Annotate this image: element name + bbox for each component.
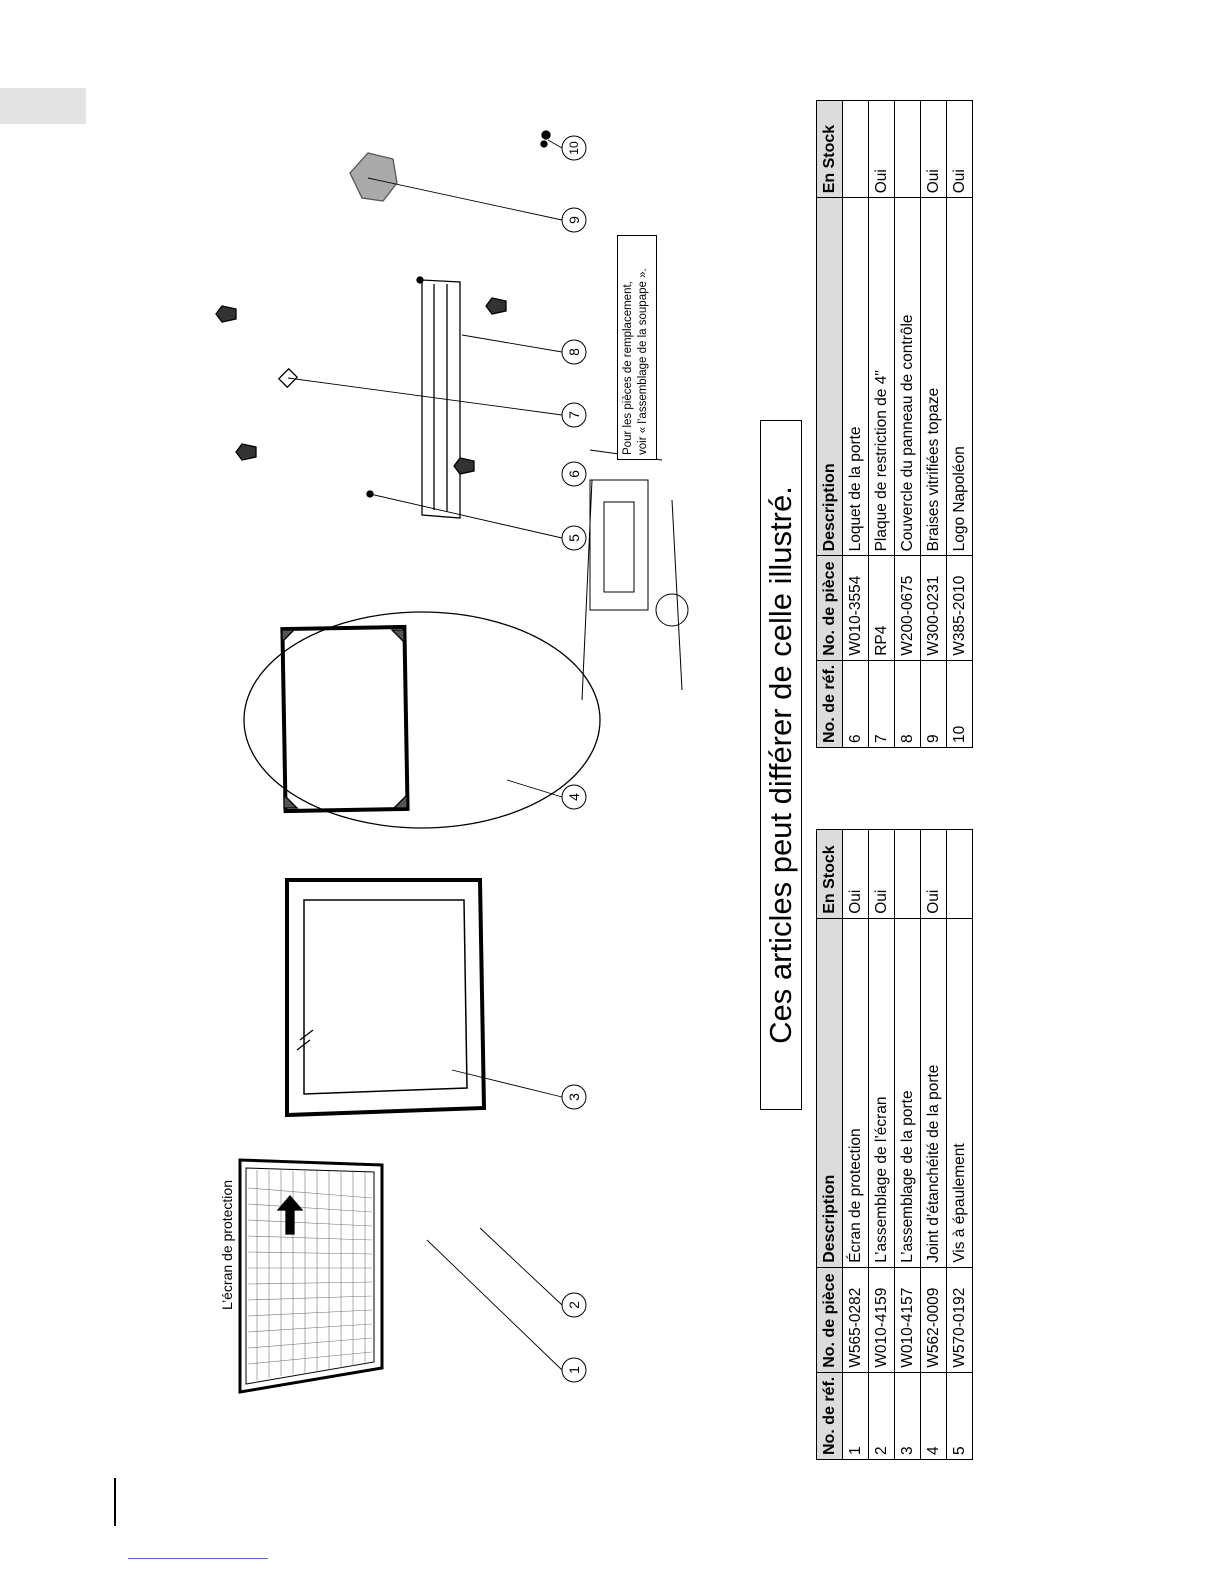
cell-part: W010-4159 bbox=[869, 1267, 895, 1372]
cell-desc: Vis à épaulement bbox=[947, 918, 973, 1267]
cell-desc: Écran de protection bbox=[843, 918, 869, 1267]
svg-text:10: 10 bbox=[567, 141, 581, 155]
embers-drawing bbox=[350, 153, 397, 201]
callout-9 bbox=[562, 208, 586, 232]
cell-desc: Couvercle du panneau de contrôle bbox=[895, 198, 921, 556]
table-row bbox=[869, 101, 895, 748]
callout-3 bbox=[562, 1085, 586, 1109]
page-title: Ces articles peut différer de celle illustré. bbox=[760, 420, 802, 1110]
col-header-desc: Description bbox=[817, 198, 843, 556]
cell-ref: 4 bbox=[921, 1372, 947, 1459]
cell-stock: Oui bbox=[843, 829, 869, 918]
cell-ref: 5 bbox=[947, 1372, 973, 1459]
cell-desc: Loquet de la porte bbox=[843, 198, 869, 556]
callout-6 bbox=[562, 462, 586, 486]
table-header-row bbox=[817, 829, 843, 1459]
cell-stock bbox=[895, 829, 921, 918]
svg-text:1: 1 bbox=[566, 1366, 582, 1374]
table-row bbox=[843, 101, 869, 748]
svg-text:2: 2 bbox=[566, 1301, 582, 1309]
door-gasket-drawing bbox=[244, 612, 600, 828]
svg-text:5: 5 bbox=[566, 534, 582, 542]
cell-ref: 7 bbox=[869, 660, 895, 747]
cell-stock bbox=[895, 101, 921, 198]
cell-ref: 2 bbox=[869, 1372, 895, 1459]
table-row bbox=[843, 829, 869, 1459]
svg-text:7: 7 bbox=[566, 411, 582, 419]
cell-ref: 3 bbox=[895, 1372, 921, 1459]
cell-part: W010-4157 bbox=[895, 1267, 921, 1372]
svg-text:6: 6 bbox=[566, 470, 582, 478]
cell-part: W300-0231 bbox=[921, 556, 947, 660]
table-row bbox=[947, 101, 973, 748]
cell-desc: Joint d’étanchéité de la porte bbox=[921, 918, 947, 1267]
table-row bbox=[869, 829, 895, 1459]
cell-ref: 10 bbox=[947, 660, 973, 747]
table-row bbox=[921, 101, 947, 748]
col-header-stock: En Stock bbox=[817, 101, 843, 198]
napoleon-logo-drawing bbox=[541, 131, 550, 147]
cell-stock: Oui bbox=[947, 101, 973, 198]
table-row bbox=[895, 101, 921, 748]
screen-label: L’écran de protection bbox=[219, 1180, 235, 1310]
callout-1 bbox=[562, 1358, 586, 1382]
door-assembly-drawing bbox=[287, 880, 484, 1115]
col-header-part: No. de pièce bbox=[817, 556, 843, 660]
callout-4 bbox=[562, 785, 586, 809]
cell-stock bbox=[947, 829, 973, 918]
table-header-row bbox=[817, 101, 843, 748]
cell-ref: 8 bbox=[895, 660, 921, 747]
callout-10 bbox=[562, 136, 586, 160]
cell-part: W200-0675 bbox=[895, 556, 921, 660]
cell-desc: Plaque de restriction de 4" bbox=[869, 198, 895, 556]
col-header-part: No. de pièce bbox=[817, 1267, 843, 1372]
margin-rule bbox=[114, 1478, 116, 1526]
table-row bbox=[895, 829, 921, 1459]
table-row bbox=[947, 829, 973, 1459]
cell-stock: Oui bbox=[921, 101, 947, 198]
svg-text:9: 9 bbox=[566, 216, 582, 224]
callout-7 bbox=[562, 403, 586, 427]
valve-assembly-note bbox=[617, 235, 657, 460]
cell-desc: Braises vitrifiées topaze bbox=[921, 198, 947, 556]
col-header-stock: En Stock bbox=[817, 829, 843, 918]
cell-stock: Oui bbox=[921, 829, 947, 918]
cell-stock: Oui bbox=[869, 829, 895, 918]
callout-numbers bbox=[562, 136, 586, 1382]
cell-stock bbox=[843, 101, 869, 198]
col-header-ref: No. de réf. bbox=[817, 660, 843, 747]
parts-table-right bbox=[816, 100, 973, 748]
cell-part: RP4 bbox=[869, 556, 895, 660]
footer-link-underline bbox=[128, 1558, 268, 1559]
parts-table-left bbox=[816, 829, 973, 1460]
valve-note-line-2: voir « l’assemblage de la soupape ». bbox=[637, 268, 649, 455]
cell-part: W010-3554 bbox=[843, 556, 869, 660]
callout-8 bbox=[562, 340, 586, 364]
exploded-parts-diagram bbox=[72, 100, 792, 1460]
cell-desc: L’assemblage de la porte bbox=[895, 918, 921, 1267]
valve-note-line-1: Pour les pièces de remplacement, bbox=[622, 281, 634, 455]
cell-ref: 6 bbox=[843, 660, 869, 747]
svg-text:4: 4 bbox=[566, 793, 582, 801]
table-row bbox=[921, 829, 947, 1459]
rotated-parts-page bbox=[72, 100, 1152, 1460]
svg-text:3: 3 bbox=[566, 1093, 582, 1101]
callout-5 bbox=[562, 526, 586, 550]
cell-part: W565-0282 bbox=[843, 1267, 869, 1372]
cell-ref: 9 bbox=[921, 660, 947, 747]
col-header-desc: Description bbox=[817, 918, 843, 1267]
valve-assembly-drawing bbox=[582, 480, 688, 700]
cell-part: W570-0192 bbox=[947, 1267, 973, 1372]
svg-text:8: 8 bbox=[566, 348, 582, 356]
cell-desc: Logo Napoléon bbox=[947, 198, 973, 556]
cell-part: W562-0009 bbox=[921, 1267, 947, 1372]
door-latch-drawing bbox=[216, 298, 506, 474]
cell-desc: L’assemblage de l’écran bbox=[869, 918, 895, 1267]
cell-ref: 1 bbox=[843, 1372, 869, 1459]
cell-stock: Oui bbox=[869, 101, 895, 198]
cell-part: W385-2010 bbox=[947, 556, 973, 660]
screen-assembly-drawing bbox=[240, 1160, 382, 1392]
col-header-ref: No. de réf. bbox=[817, 1372, 843, 1459]
callout-2 bbox=[562, 1293, 586, 1317]
